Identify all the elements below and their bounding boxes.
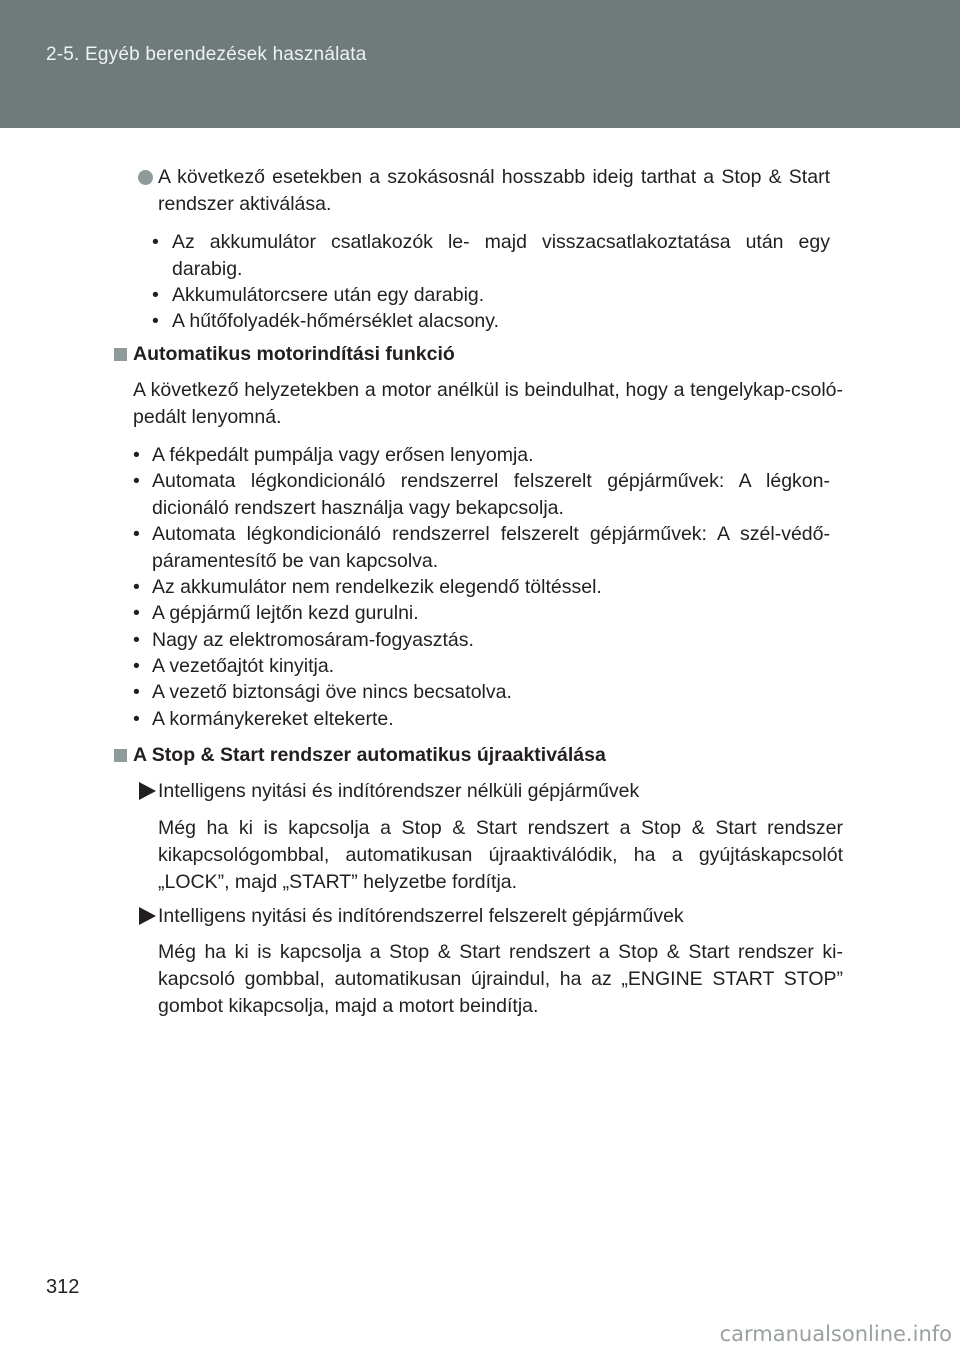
section1-item-9: A kormánykereket eltekerte. — [152, 708, 394, 730]
section1-item-3: Automata légkondicionáló rendszerrel felszerelt gépjárművek: A szél-védő-páramentesítő be van kapcsolva. — [152, 523, 830, 572]
bullet-dot: • — [133, 444, 140, 466]
section-heading-reactivation: A Stop & Start rendszer automatikus újraaktiválása — [133, 744, 606, 766]
intro-text: A következő esetekben a szokásosnál hosszabb ideig tarthat a Stop & Start rendszer aktiválása. — [158, 166, 830, 215]
intro-item-2: Akkumulátorcsere után egy darabig. — [172, 284, 485, 306]
intro-item-3: A hűtőfolyadék-hőmérséklet alacsony. — [172, 310, 499, 332]
intro-item-1: Az akkumulátor csatlakozók le- majd visszacsatlakoztatása után egy darabig. — [172, 231, 830, 280]
square-bullet-icon — [114, 348, 127, 361]
bullet-dot: • — [133, 523, 140, 545]
page-number: 312 — [46, 1276, 80, 1298]
section1-item-1: A fékpedált pumpálja vagy erősen lenyomja. — [152, 444, 534, 466]
bullet-dot: • — [152, 310, 159, 332]
section1-text: A következő helyzetekben a motor anélkül is beindulhat, hogy a tengelykap-csoló-pedált lenyomná. — [133, 379, 843, 428]
arrow-right-icon — [139, 782, 156, 800]
bullet-dot: • — [133, 576, 140, 598]
bullet-dot: • — [133, 681, 140, 703]
watermark: carmanualsonline.info — [719, 1322, 952, 1346]
sub2-title: Intelligens nyitási és indítórendszerrel felszerelt gépjárművek — [158, 905, 684, 927]
arrow-right-icon — [139, 907, 156, 925]
section1-item-5: A gépjármű lejtőn kezd gurulni. — [152, 602, 419, 624]
section-heading-autostart: Automatikus motorindítási funkció — [133, 343, 455, 365]
section1-item-7: A vezetőajtót kinyitja. — [152, 655, 335, 677]
section1-item-8: A vezető biztonsági öve nincs becsatolva. — [152, 681, 512, 703]
square-bullet-icon — [114, 749, 127, 762]
bullet-dot: • — [133, 470, 140, 492]
bullet-dot: • — [133, 629, 140, 651]
chapter-title: 2-5. Egyéb berendezések használata — [46, 44, 367, 65]
section1-item-4: Az akkumulátor nem rendelkezik elegendő töltéssel. — [152, 576, 602, 598]
sub1-text: Még ha ki is kapcsolja a Stop & Start rendszert a Stop & Start rendszer kikapcsológombbal, automatikusan újraaktiválódik, ha a gyújtáskapcsolót „LOCK”, majd „START” helyzetbe fordítja. — [158, 817, 843, 893]
bullet-dot: • — [133, 602, 140, 624]
section1-item-6: Nagy az elektromosáram-fogyasztás. — [152, 629, 474, 651]
bullet-dot: • — [152, 284, 159, 306]
sub1-title: Intelligens nyitási és indítórendszer nélküli gépjárművek — [158, 780, 640, 802]
bullet-dot: • — [133, 655, 140, 677]
page-header — [0, 0, 960, 128]
bullet-dot: • — [152, 231, 159, 253]
bullet-dot: • — [133, 708, 140, 730]
sub2-text: Még ha ki is kapcsolja a Stop & Start rendszert a Stop & Start rendszer ki-kapcsoló gombbal, automatikusan újraindul, ha az „ENGINE START STOP” gombot kikapcsolja, majd a motort beindítja. — [158, 941, 843, 1017]
section1-item-2: Automata légkondicionáló rendszerrel felszerelt gépjárművek: A légkon-dicionáló rendszert használja vagy bekapcsolja. — [152, 470, 830, 519]
circle-bullet-icon — [138, 170, 153, 185]
